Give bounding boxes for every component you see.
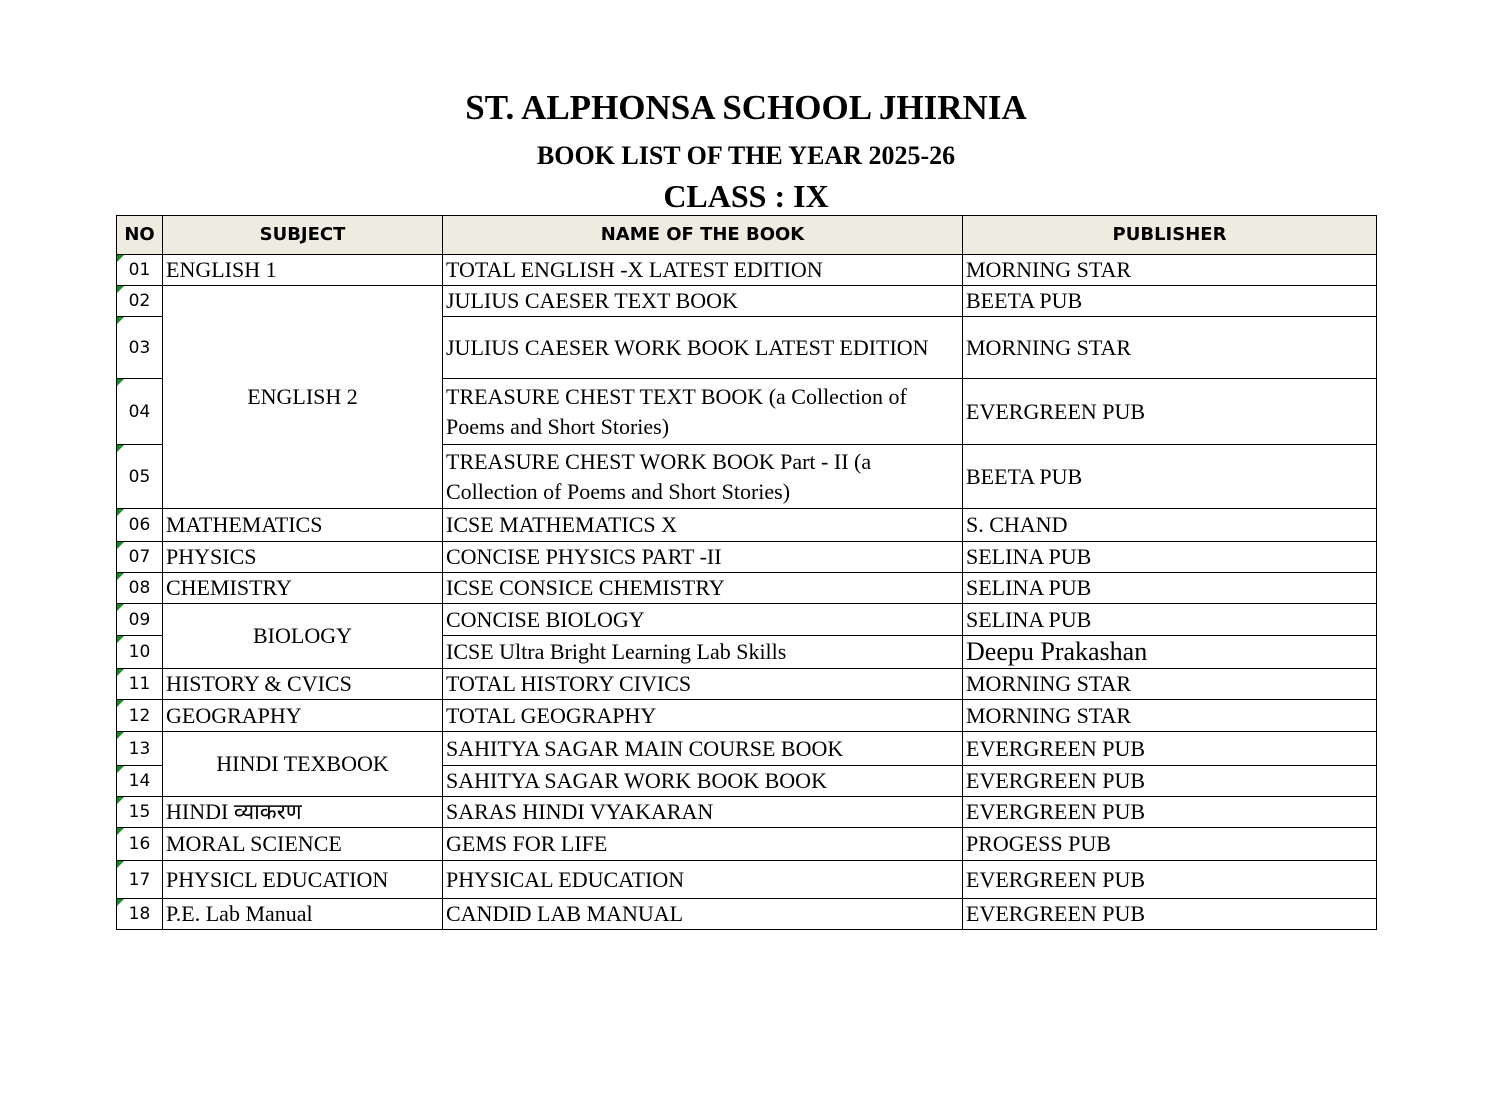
row-number: 17	[117, 861, 163, 899]
book-cell: PHYSICAL EDUCATION	[443, 861, 963, 899]
book-cell: SAHITYA SAGAR WORK BOOK BOOK	[443, 766, 963, 797]
publisher-cell: SELINA PUB	[963, 573, 1377, 604]
column-header-no: NO	[117, 216, 163, 255]
table-row	[117, 797, 1377, 828]
publisher-cell: MORNING STAR	[963, 669, 1377, 700]
publisher-cell: MORNING STAR	[963, 317, 1377, 379]
row-number: 05	[117, 445, 163, 509]
column-header-book: NAME OF THE BOOK	[443, 216, 963, 255]
subject-cell: P.E. Lab Manual	[163, 899, 443, 930]
book-cell: GEMS FOR LIFE	[443, 828, 963, 861]
publisher-cell: PROGESS PUB	[963, 828, 1377, 861]
publisher-cell: EVERGREEN PUB	[963, 379, 1377, 445]
book-cell: CANDID LAB MANUAL	[443, 899, 963, 930]
book-cell: SARAS HINDI VYAKARAN	[443, 797, 963, 828]
subject-cell: MATHEMATICS	[163, 509, 443, 542]
publisher-cell: EVERGREEN PUB	[963, 732, 1377, 766]
row-number: 08	[117, 573, 163, 604]
column-header-publisher: PUBLISHER	[963, 216, 1377, 255]
book-cell: ICSE MATHEMATICS X	[443, 509, 963, 542]
row-number: 10	[117, 636, 163, 669]
subject-cell: GEOGRAPHY	[163, 700, 443, 732]
class-label: CLASS : IX	[663, 178, 829, 214]
publisher-cell: BEETA PUB	[963, 286, 1377, 317]
publisher-cell: SELINA PUB	[963, 604, 1377, 636]
table-row	[117, 732, 1377, 766]
publisher-cell: MORNING STAR	[963, 700, 1377, 732]
row-number: 02	[117, 286, 163, 317]
subject-cell: BIOLOGY	[163, 604, 443, 669]
row-number: 06	[117, 509, 163, 542]
book-cell: ICSE CONSICE CHEMISTRY	[443, 573, 963, 604]
row-number: 18	[117, 899, 163, 930]
subject-cell: ENGLISH 2	[163, 286, 443, 509]
table-row	[117, 542, 1377, 573]
table-row	[117, 509, 1377, 542]
publisher-cell: MORNING STAR	[963, 255, 1377, 286]
subject-cell: PHYSICS	[163, 542, 443, 573]
publisher-cell: EVERGREEN PUB	[963, 861, 1377, 899]
table-row	[117, 669, 1377, 700]
row-number: 09	[117, 604, 163, 636]
school-title: ST. ALPHONSA SCHOOL JHIRNIA	[465, 88, 1027, 127]
table-row	[117, 899, 1377, 930]
row-number: 15	[117, 797, 163, 828]
row-number: 11	[117, 669, 163, 700]
publisher-cell: EVERGREEN PUB	[963, 766, 1377, 797]
row-number: 16	[117, 828, 163, 861]
book-list-subtitle: BOOK LIST OF THE YEAR 2025-26	[536, 141, 956, 170]
publisher-cell: Deepu Prakashan	[963, 636, 1377, 669]
row-number: 12	[117, 700, 163, 732]
book-cell: TOTAL HISTORY CIVICS	[443, 669, 963, 700]
publisher-cell: SELINA PUB	[963, 542, 1377, 573]
row-number: 03	[117, 317, 163, 379]
subject-cell: HISTORY & CVICS	[163, 669, 443, 700]
book-cell: JULIUS CAESER TEXT BOOK	[443, 286, 963, 317]
book-cell: SAHITYA SAGAR MAIN COURSE BOOK	[443, 732, 963, 766]
row-number: 07	[117, 542, 163, 573]
publisher-cell: BEETA PUB	[963, 445, 1377, 509]
table-row	[117, 604, 1377, 636]
book-cell: CONCISE PHYSICS PART -II	[443, 542, 963, 573]
table-row	[117, 573, 1377, 604]
row-number: 13	[117, 732, 163, 766]
subject-cell: HINDI TEXBOOK	[163, 732, 443, 797]
book-cell: TOTAL GEOGRAPHY	[443, 700, 963, 732]
subject-cell: ENGLISH 1	[163, 255, 443, 286]
table-row	[117, 828, 1377, 861]
publisher-cell: EVERGREEN PUB	[963, 899, 1377, 930]
book-cell: JULIUS CAESER WORK BOOK LATEST EDITION	[443, 317, 963, 379]
table-row	[117, 700, 1377, 732]
subject-cell: MORAL SCIENCE	[163, 828, 443, 861]
table-row	[117, 255, 1377, 286]
book-cell: TREASURE CHEST TEXT BOOK (a Collection of Poems and Short Stories)	[443, 379, 963, 445]
book-list-table	[116, 215, 1377, 930]
book-cell: CONCISE BIOLOGY	[443, 604, 963, 636]
table-header-row	[117, 216, 1377, 255]
table-row	[117, 286, 1377, 317]
subject-cell: HINDI व्याकरण	[163, 797, 443, 828]
table-row	[117, 861, 1377, 899]
publisher-cell: S. CHAND	[963, 509, 1377, 542]
row-number: 04	[117, 379, 163, 445]
book-cell: ICSE Ultra Bright Learning Lab Skills	[443, 636, 963, 669]
column-header-subject: SUBJECT	[163, 216, 443, 255]
subject-cell: PHYSICL EDUCATION	[163, 861, 443, 899]
book-cell: TREASURE CHEST WORK BOOK Part - II (a Collection of Poems and Short Stories)	[443, 445, 963, 509]
publisher-cell: EVERGREEN PUB	[963, 797, 1377, 828]
row-number: 01	[117, 255, 163, 286]
subject-cell: CHEMISTRY	[163, 573, 443, 604]
book-cell: TOTAL ENGLISH -X LATEST EDITION	[443, 255, 963, 286]
row-number: 14	[117, 766, 163, 797]
